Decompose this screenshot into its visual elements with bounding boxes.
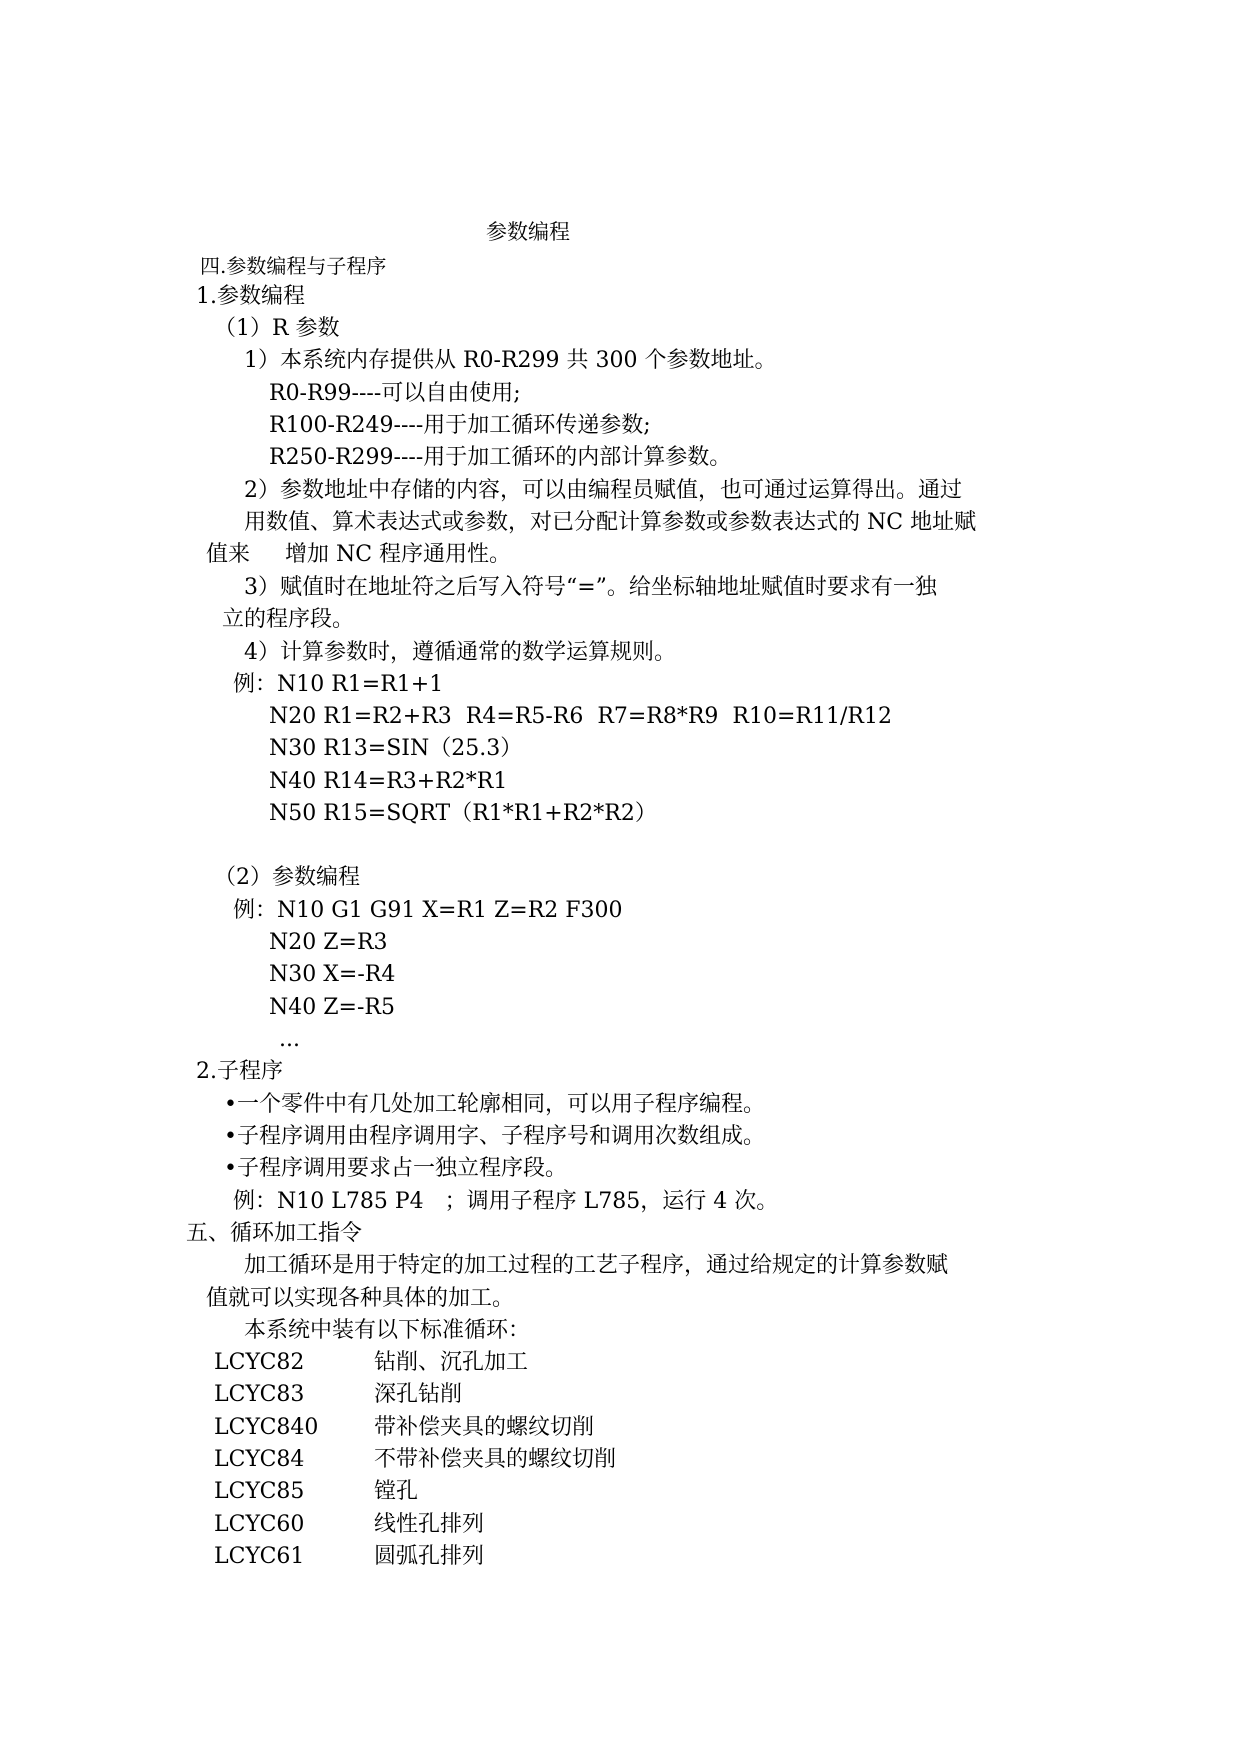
sub1-title: （1）R 参数 xyxy=(214,316,340,341)
cycle-code: LCYC84 xyxy=(214,1447,305,1472)
para-line: 值就可以实现各种具体的加工。 xyxy=(206,1286,515,1311)
item2-line: 用数值、算术表达式或参数，对已分配计算参数或参数表达式的 NC 地址赋 xyxy=(244,510,977,535)
example-line: N50 R15=SQRT（R1*R1+R2*R2） xyxy=(269,801,657,826)
cycle-code: LCYC61 xyxy=(214,1544,305,1569)
bullet-item: •子程序调用要求占一独立程序段。 xyxy=(224,1156,567,1181)
cycle-desc: 镗孔 xyxy=(374,1479,419,1504)
example-line: N30 X=-R4 xyxy=(269,962,396,987)
bullet-dot-icon: • xyxy=(224,1124,237,1149)
cycle-code: LCYC840 xyxy=(214,1415,319,1440)
cycle-code: LCYC60 xyxy=(214,1512,305,1537)
example-line: N40 R14=R3+R2*R1 xyxy=(269,769,508,794)
item2-line: 值来 增加 NC 程序通用性。 xyxy=(206,542,512,567)
cycle-desc: 不带补偿夹具的螺纹切削 xyxy=(374,1447,617,1472)
doc-title: 参数编程 xyxy=(486,220,570,244)
sec2-title: 2.子程序 xyxy=(196,1059,283,1084)
example-line: N40 Z=-R5 xyxy=(269,995,395,1020)
cycle-desc: 钻削、沉孔加工 xyxy=(374,1350,529,1375)
example-line: 例：N10 R1=R1+1 xyxy=(233,672,444,697)
bullet-dot-icon: • xyxy=(224,1156,237,1181)
range-line: R100-R249----用于加工循环传递参数; xyxy=(269,413,651,438)
range-line: R250-R299----用于加工循环的内部计算参数。 xyxy=(269,445,732,470)
cycle-code: LCYC85 xyxy=(214,1479,305,1504)
item3-line: 立的程序段。 xyxy=(222,607,355,632)
example-line: N30 R13=SIN（25.3） xyxy=(269,736,523,761)
para-line: 本系统中装有以下标准循环： xyxy=(244,1318,531,1343)
cycle-code: LCYC82 xyxy=(214,1350,305,1375)
example-line: 例：N10 L785 P4 ；调用子程序 L785，运行 4 次。 xyxy=(233,1189,779,1214)
cycle-desc: 深孔钻削 xyxy=(374,1382,463,1407)
bullet-item: •子程序调用由程序调用字、子程序号和调用次数组成。 xyxy=(224,1124,765,1149)
item2-line: 2）参数地址中存储的内容，可以由编程员赋值，也可通过运算得出。通过 xyxy=(244,478,962,503)
cycle-desc: 圆弧孔排列 xyxy=(374,1544,485,1569)
example-line: 例：N10 G1 G91 X=R1 Z=R2 F300 xyxy=(233,898,623,923)
item1-text: 1）本系统内存提供从 R0-R299 共 300 个参数地址。 xyxy=(244,348,777,373)
bullet-item: •一个零件中有几处加工轮廓相同，可以用子程序编程。 xyxy=(224,1092,765,1117)
para-line: 加工循环是用于特定的加工过程的工艺子程序，通过给规定的计算参数赋 xyxy=(244,1253,949,1278)
example-line: N20 Z=R3 xyxy=(269,930,388,955)
item4-text: 4）计算参数时，遵循通常的数学运算规则。 xyxy=(244,640,676,665)
sec1-title: 1.参数编程 xyxy=(196,284,305,309)
sub2-title: （2）参数编程 xyxy=(214,865,360,890)
cycle-desc: 带补偿夹具的螺纹切削 xyxy=(374,1415,595,1440)
bullet-dot-icon: • xyxy=(224,1092,237,1117)
item3-line: 3）赋值时在地址符之后写入符号“=”。给坐标轴地址赋值时要求有一独 xyxy=(244,575,937,600)
cycle-desc: 线性孔排列 xyxy=(374,1512,485,1537)
heading-four: 四.参数编程与子程序 xyxy=(200,254,387,278)
range-line: R0-R99----可以自由使用; xyxy=(269,381,521,406)
example-line: N20 R1=R2+R3 R4=R5-R6 R7=R8*R9 R10=R11/R12 xyxy=(269,704,892,729)
heading-five: 五、循环加工指令 xyxy=(186,1221,363,1246)
cycle-code: LCYC83 xyxy=(214,1382,305,1407)
example-ellipsis: ... xyxy=(279,1027,300,1052)
